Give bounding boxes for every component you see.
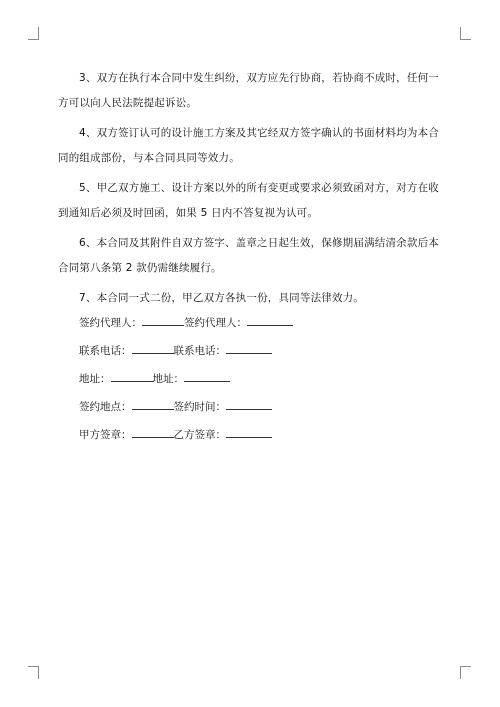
crop-mark-top-left	[28, 27, 39, 40]
address-label-left: 地址：	[79, 373, 111, 385]
place-label: 签约地点：	[79, 401, 132, 413]
document-body	[58, 66, 442, 443]
party-b-seal-blank	[226, 426, 272, 438]
agent-blank-left	[142, 314, 184, 326]
phone-blank-right	[226, 342, 272, 354]
clause-6: 6、本合同及其附件自双方签字、盖章之日起生效，保修期届满结清余款后本合同第八条第 2 款仍需继续履行。	[58, 237, 439, 274]
crop-mark-bottom-left	[28, 666, 39, 679]
party-b-seal-label: 乙方签章：	[173, 429, 226, 441]
phone-label-right: 联系电话：	[173, 345, 226, 357]
time-blank	[226, 398, 272, 410]
address-blank-right	[184, 370, 230, 382]
crop-mark-bottom-right	[460, 666, 471, 679]
crop-mark-top-right	[460, 27, 471, 40]
signature-row-seals	[79, 426, 442, 443]
agent-blank-right	[247, 314, 293, 326]
party-a-seal-label: 甲方签章：	[79, 429, 132, 441]
address-blank-left	[111, 370, 153, 382]
signature-row-phones	[79, 342, 442, 359]
phone-label-left: 联系电话：	[79, 345, 132, 357]
clause-5: 5、甲乙双方施工、设计方案以外的所有变更或要求必须致函对方，对方在收到通知后必须及时回函，如果 5 日内不答复视为认可。	[58, 182, 439, 219]
signature-row-agents	[79, 314, 442, 331]
clause-7: 7、本合同一式二份，甲乙双方各执一份，具同等法律效力。	[79, 292, 365, 304]
address-label-right: 地址：	[152, 373, 184, 385]
signature-row-place-time	[79, 398, 442, 415]
signature-row-addresses	[79, 370, 442, 387]
agent-label-right: 签约代理人：	[184, 317, 247, 329]
time-label: 签约时间：	[173, 401, 226, 413]
phone-blank-left	[132, 342, 174, 354]
clause-4: 4、双方签订认可的设计施工方案及其它经双方签字确认的书面材料均为本合同的组成部份，与本合同具同等效力。	[58, 127, 439, 164]
party-a-seal-blank	[132, 426, 174, 438]
agent-label-left: 签约代理人：	[79, 317, 142, 329]
place-blank	[132, 398, 174, 410]
clause-3: 3、双方在执行本合同中发生纠纷，双方应先行协商，若协商不成时，任何一方可以向人民法院提起诉讼。	[58, 72, 439, 109]
